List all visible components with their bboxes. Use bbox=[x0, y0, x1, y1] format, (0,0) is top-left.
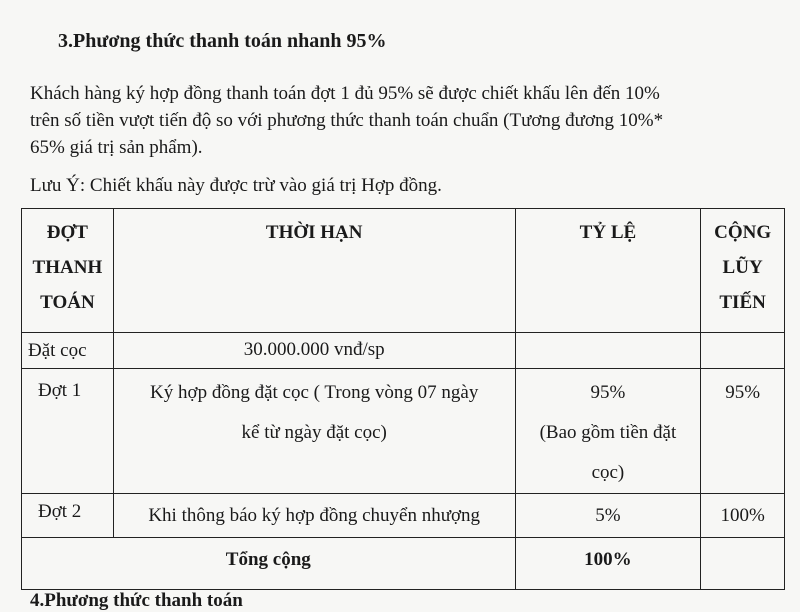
cell-period: Đặt cọc bbox=[22, 333, 114, 369]
table-row bbox=[22, 494, 785, 538]
header-cumulative: CỘNG LŨY TIẾN bbox=[701, 209, 785, 333]
paragraph-line: 65% giá trị sản phẩm). bbox=[30, 137, 203, 158]
cell-term: 30.000.000 vnđ/sp bbox=[113, 333, 515, 369]
table-total-row bbox=[22, 538, 785, 590]
cell-cumulative: 95% bbox=[701, 369, 785, 494]
next-section-heading: 4.Phương thức thanh toán bbox=[30, 590, 243, 611]
header-term: THỜI HẠN bbox=[113, 209, 515, 333]
cell-period: Đợt 2 bbox=[22, 494, 114, 538]
cell-cumulative bbox=[701, 333, 785, 369]
table-row bbox=[22, 333, 785, 369]
cell-cumulative: 100% bbox=[701, 494, 785, 538]
section-heading: 3.Phương thức thanh toán nhanh 95% bbox=[58, 30, 387, 52]
header-rate: TỶ LỆ bbox=[515, 209, 701, 333]
cell-rate bbox=[515, 333, 701, 369]
cell-term: Khi thông báo ký hợp đồng chuyển nhượng bbox=[113, 494, 515, 538]
payment-schedule-table bbox=[21, 208, 785, 590]
description-paragraph bbox=[30, 80, 780, 161]
total-label: Tổng cộng bbox=[22, 538, 516, 590]
note-text: Lưu Ý: Chiết khấu này được trừ vào giá trị Hợp đồng. bbox=[30, 175, 442, 196]
cell-rate: 5% bbox=[515, 494, 701, 538]
total-cumulative bbox=[701, 538, 785, 590]
paragraph-line: trên số tiền vượt tiến độ so với phương thức thanh toán chuẩn (Tương đương 10%* bbox=[30, 110, 664, 131]
total-rate: 100% bbox=[515, 538, 701, 590]
cell-period: Đợt 1 bbox=[22, 369, 114, 494]
cell-term: Ký hợp đồng đặt cọc ( Trong vòng 07 ngày kể từ ngày đặt cọc) bbox=[113, 369, 515, 494]
table-header-row bbox=[22, 209, 785, 333]
header-period: ĐỢT THANH TOÁN bbox=[22, 209, 114, 333]
cell-rate: 95% (Bao gồm tiền đặt cọc) bbox=[515, 369, 701, 494]
paragraph-line: Khách hàng ký hợp đồng thanh toán đợt 1 đủ 95% sẽ được chiết khấu lên đến 10% bbox=[30, 83, 660, 104]
table-row bbox=[22, 369, 785, 494]
